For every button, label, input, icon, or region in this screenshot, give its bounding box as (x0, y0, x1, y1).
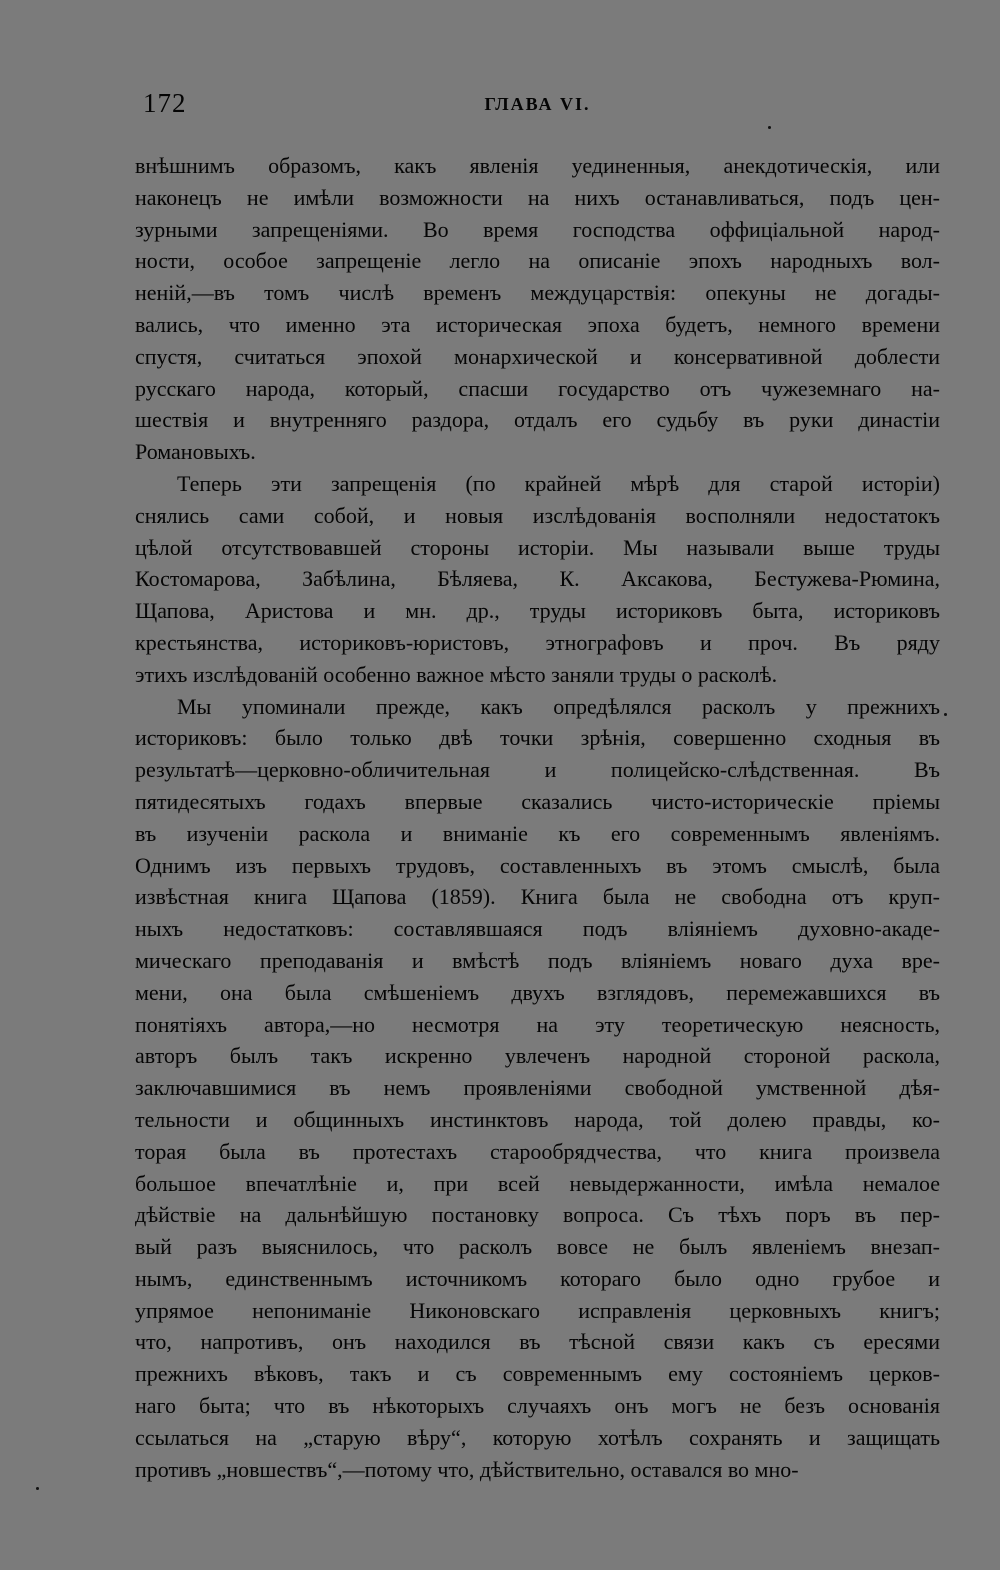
text-line: вались, что именно эта историческая эпоха будетъ, немного времени (135, 311, 940, 337)
print-speck (768, 126, 771, 129)
text-line: большое впечатлѣніе и, при всей невыдержанности, имѣла немалое (135, 1170, 940, 1196)
text-line: вый разъ выяснилось, что расколъ вовсе не былъ явленіемъ внезап- (135, 1234, 940, 1260)
text-line: мическаго преподаванія и вмѣстѣ подъ вліяніемъ новаго духа вре- (135, 947, 940, 973)
text-line: авторъ былъ такъ искренно увлеченъ народной стороной раскола, (135, 1043, 940, 1069)
text-line: ссылаться на „старую вѣру“, которую хотѣлъ сохранять и защищать (135, 1424, 940, 1450)
text-line: наго быта; что въ нѣкоторыхъ случаяхъ онъ могъ не безъ основанія (135, 1393, 940, 1419)
text-line: крестьянства, историковъ-юристовъ, этнографовъ и проч. Въ ряду (135, 629, 940, 655)
body-text (135, 150, 940, 1485)
text-line: тельности и общинныхъ инстинктовъ народа, той долею правды, ко- (135, 1106, 940, 1132)
print-speck (36, 1487, 39, 1490)
text-line: въ изученіи раскола и вниманіе къ его современнымъ явленіямъ. (135, 820, 940, 846)
text-line: результатѣ—церковно-обличительная и полицейско-слѣдственная. Въ (135, 757, 940, 783)
paragraph (135, 691, 940, 1486)
text-line: заключавшимися въ немъ проявленіями свободной умственной дѣя- (135, 1075, 940, 1101)
text-line: неній,—въ томъ числѣ временъ междуцарствія: опекуны не догады- (135, 280, 940, 306)
text-line: торая была въ протестахъ старообрядчества, что книга произвела (135, 1138, 940, 1164)
text-line: что, напротивъ, онъ находился въ тѣсной связи какъ съ ересями (135, 1329, 940, 1355)
text-line: зурными запрещеніями. Во время господства оффиціальной народ- (135, 216, 940, 242)
text-line: извѣстная книга Щапова (1859). Книга была не свободна отъ круп- (135, 884, 940, 910)
text-line: ности, особое запрещеніе легло на описаніе эпохъ народныхъ вол- (135, 248, 940, 274)
text-line: этихъ изслѣдованій особенно важное мѣсто заняли труды о расколѣ. (135, 661, 778, 687)
page-number: 172 (143, 88, 187, 118)
print-speck (944, 713, 947, 716)
chapter-title: ГЛАВА VI. (484, 94, 591, 114)
text-line: дѣйствіе на дальнѣйшую постановку вопроса. Съ тѣхъ поръ въ пер- (135, 1202, 940, 1228)
text-line: Щапова, Аристова и мн. др., труды историковъ быта, историковъ (135, 598, 940, 624)
text-line: русскаго народа, который, спасши государство отъ чужеземнаго на- (135, 375, 940, 401)
text-line: спустя, считаться эпохой монархической и консервативной доблести (135, 343, 940, 369)
text-line: шествія и внутренняго раздора, отдалъ его судьбу въ руки династіи (135, 407, 940, 433)
text-line: нымъ, единственнымъ источникомъ котораго было одно грубое и (135, 1265, 940, 1291)
text-line: цѣлой отсутствовавшей стороны исторіи. Мы называли выше труды (135, 534, 940, 560)
paragraph (135, 468, 940, 691)
text-line: ныхъ недостатковъ: составлявшаяся подъ вліяніемъ духовно-акаде- (135, 916, 940, 942)
text-line: наконецъ не имѣли возможности на нихъ останавливаться, подъ цен- (135, 184, 940, 210)
text-line: Романовыхъ. (135, 439, 256, 465)
text-line: Теперь эти запрещенія (по крайней мѣрѣ для старой исторіи) (177, 470, 940, 496)
text-line: Мы упоминали прежде, какъ опредѣлялся расколъ у прежнихъ (177, 693, 940, 719)
text-line: снялись сами собой, и новыя изслѣдованія восполняли недостатокъ (135, 502, 940, 528)
text-line: Костомарова, Забѣлина, Бѣляева, К. Аксакова, Бестужева-Рюмина, (135, 566, 940, 592)
text-line: упрямое непониманіе Никоновскаго исправленія церковныхъ книгъ; (135, 1297, 940, 1323)
text-line: прежнихъ вѣковъ, такъ и съ современнымъ ему состояніемъ церков- (135, 1361, 940, 1387)
text-line: Однимъ изъ первыхъ трудовъ, составленныхъ въ этомъ смыслѣ, была (135, 852, 940, 878)
paragraph (135, 150, 940, 468)
text-line: пятидесятыхъ годахъ впервые сказались чисто-историческіе пріемы (135, 788, 940, 814)
text-line: понятіяхъ автора,—но несмотря на эту теоретическую неясность, (135, 1011, 940, 1037)
text-line: противъ „новшествъ“,—потому что, дѣйствительно, оставался во мно- (135, 1456, 799, 1482)
text-line: мени, она была смѣшеніемъ двухъ взглядовъ, перемежавшихся въ (135, 979, 940, 1005)
text-line: внѣшнимъ образомъ, какъ явленія уединенныя, анекдотическія, или (135, 153, 940, 178)
text-line: историковъ: было только двѣ точки зрѣнія, совершенно сходныя въ (135, 725, 940, 751)
page-header (135, 88, 940, 128)
